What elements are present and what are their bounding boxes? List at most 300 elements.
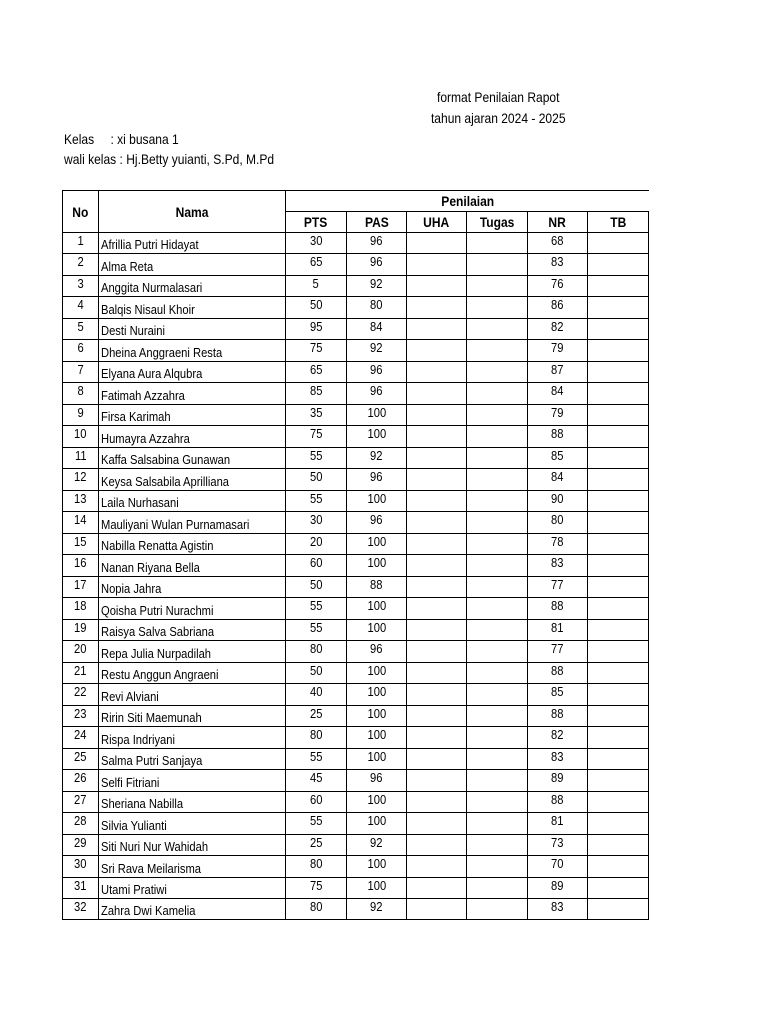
row-name-cell: Dheina Anggraeni Resta — [99, 340, 286, 362]
row-nr-cell: 70 — [528, 856, 588, 878]
row-no-cell: 18 — [63, 598, 99, 620]
row-name-cell: Keysa Salsabila Aprilliana — [99, 469, 286, 491]
row-tugas-cell — [467, 319, 528, 340]
row-name-cell: Siti Nuri Nur Wahidah — [99, 835, 286, 856]
row-tb-cell — [588, 276, 649, 297]
row-tb-cell — [588, 254, 649, 276]
row-no-cell: 31 — [63, 878, 99, 899]
row-pts-cell: 85 — [286, 383, 347, 405]
row-tb-cell — [588, 706, 649, 727]
row-uha-cell — [407, 899, 467, 920]
row-name-cell: Nanan Riyana Bella — [99, 555, 286, 577]
row-tb-cell — [588, 555, 649, 577]
row-pts-cell: 75 — [286, 878, 347, 899]
row-uha-cell — [407, 684, 467, 706]
row-name-cell: Sri Rava Meilarisma — [99, 856, 286, 878]
col-header-nama: Nama — [99, 191, 286, 233]
row-uha-cell — [407, 254, 467, 276]
row-tb-cell — [588, 448, 649, 469]
row-no-cell: 8 — [63, 383, 99, 405]
row-tugas-cell — [467, 254, 528, 276]
row-pas-cell: 100 — [347, 405, 407, 426]
row-tb-cell — [588, 813, 649, 835]
row-nr-cell: 87 — [528, 362, 588, 383]
row-pas-cell: 100 — [347, 856, 407, 878]
row-pas-cell: 96 — [347, 254, 407, 276]
table-row — [63, 620, 649, 641]
row-pts-cell: 30 — [286, 512, 347, 534]
row-no-cell: 1 — [63, 233, 99, 254]
row-tb-cell — [588, 426, 649, 448]
table-row — [63, 641, 649, 663]
row-uha-cell — [407, 706, 467, 727]
row-nr-cell: 84 — [528, 469, 588, 491]
row-pas-cell: 100 — [347, 727, 407, 749]
row-nr-cell: 79 — [528, 340, 588, 362]
row-uha-cell — [407, 276, 467, 297]
grade-table-body — [63, 233, 649, 920]
row-pts-cell: 80 — [286, 641, 347, 663]
row-no-cell: 26 — [63, 770, 99, 792]
row-nr-cell: 79 — [528, 405, 588, 426]
class-line — [64, 131, 197, 147]
row-name-cell: Nopia Jahra — [99, 577, 286, 598]
row-tugas-cell — [467, 362, 528, 383]
grade-table — [62, 190, 649, 920]
row-name-cell: Qoisha Putri Nurachmi — [99, 598, 286, 620]
row-pas-cell: 92 — [347, 340, 407, 362]
row-no-cell: 16 — [63, 555, 99, 577]
row-no-cell: 32 — [63, 899, 99, 920]
table-row — [63, 684, 649, 706]
row-tugas-cell — [467, 512, 528, 534]
row-pas-cell: 96 — [347, 641, 407, 663]
row-pas-cell: 96 — [347, 512, 407, 534]
row-uha-cell — [407, 577, 467, 598]
row-pas-cell: 96 — [347, 362, 407, 383]
row-no-cell: 13 — [63, 491, 99, 512]
table-row — [63, 706, 649, 727]
row-name-cell: Kaffa Salsabina Gunawan — [99, 448, 286, 469]
table-row — [63, 512, 649, 534]
row-pts-cell: 55 — [286, 448, 347, 469]
row-nr-cell: 83 — [528, 555, 588, 577]
row-tb-cell — [588, 620, 649, 641]
row-nr-cell: 85 — [528, 684, 588, 706]
col-header-nr: NR — [528, 212, 588, 233]
row-name-cell: Selfi Fitriani — [99, 770, 286, 792]
row-uha-cell — [407, 641, 467, 663]
row-tugas-cell — [467, 835, 528, 856]
row-pas-cell: 84 — [347, 319, 407, 340]
row-tugas-cell — [467, 405, 528, 426]
row-tugas-cell — [467, 555, 528, 577]
row-no-cell: 25 — [63, 749, 99, 770]
table-row — [63, 899, 649, 920]
row-nr-cell: 83 — [528, 899, 588, 920]
row-tb-cell — [588, 577, 649, 598]
table-row — [63, 254, 649, 276]
row-name-cell: Ririn Siti Maemunah — [99, 706, 286, 727]
row-pas-cell: 96 — [347, 233, 407, 254]
row-pas-cell: 100 — [347, 663, 407, 684]
row-nr-cell: 88 — [528, 663, 588, 684]
row-uha-cell — [407, 319, 467, 340]
row-name-cell: Desti Nuraini — [99, 319, 286, 340]
row-nr-cell: 78 — [528, 534, 588, 555]
row-no-cell: 28 — [63, 813, 99, 835]
row-tugas-cell — [467, 899, 528, 920]
row-pts-cell: 5 — [286, 276, 347, 297]
row-pts-cell: 50 — [286, 469, 347, 491]
row-pts-cell: 60 — [286, 555, 347, 577]
table-row — [63, 448, 649, 469]
row-name-cell: Silvia Yulianti — [99, 813, 286, 835]
row-tugas-cell — [467, 469, 528, 491]
row-tugas-cell — [467, 383, 528, 405]
row-tugas-cell — [467, 340, 528, 362]
row-no-cell: 17 — [63, 577, 99, 598]
row-tugas-cell — [467, 297, 528, 319]
row-uha-cell — [407, 340, 467, 362]
row-name-cell: Humayra Azzahra — [99, 426, 286, 448]
table-row — [63, 856, 649, 878]
row-pts-cell: 25 — [286, 835, 347, 856]
row-no-cell: 20 — [63, 641, 99, 663]
report-title — [380, 89, 616, 105]
row-uha-cell — [407, 448, 467, 469]
row-uha-cell — [407, 727, 467, 749]
row-pas-cell: 100 — [347, 813, 407, 835]
row-name-cell: Mauliyani Wulan Purnamasari — [99, 512, 286, 534]
row-pas-cell: 100 — [347, 620, 407, 641]
row-no-cell: 22 — [63, 684, 99, 706]
table-row — [63, 555, 649, 577]
homeroom-teacher-value: Hj.Betty yuianti, S.Pd, M.Pd — [126, 151, 275, 167]
table-row — [63, 727, 649, 749]
row-name-cell: Alma Reta — [99, 254, 286, 276]
row-tb-cell — [588, 383, 649, 405]
row-pas-cell: 96 — [347, 770, 407, 792]
row-pts-cell: 80 — [286, 727, 347, 749]
row-no-cell: 2 — [63, 254, 99, 276]
row-tb-cell — [588, 534, 649, 555]
row-nr-cell: 90 — [528, 491, 588, 512]
row-name-cell: Laila Nurhasani — [99, 491, 286, 512]
row-nr-cell: 84 — [528, 383, 588, 405]
row-uha-cell — [407, 233, 467, 254]
row-no-cell: 21 — [63, 663, 99, 684]
row-nr-cell: 88 — [528, 792, 588, 813]
row-tb-cell — [588, 297, 649, 319]
row-pts-cell: 20 — [286, 534, 347, 555]
row-no-cell: 7 — [63, 362, 99, 383]
row-nr-cell: 86 — [528, 297, 588, 319]
row-tb-cell — [588, 835, 649, 856]
row-tb-cell — [588, 598, 649, 620]
row-pas-cell: 80 — [347, 297, 407, 319]
row-name-cell: Firsa Karimah — [99, 405, 286, 426]
col-header-pts: PTS — [286, 212, 347, 233]
row-uha-cell — [407, 297, 467, 319]
row-nr-cell: 77 — [528, 577, 588, 598]
row-nr-cell: 82 — [528, 727, 588, 749]
homeroom-teacher-label: wali kelas : — [64, 151, 123, 167]
row-no-cell: 9 — [63, 405, 99, 426]
row-nr-cell: 81 — [528, 620, 588, 641]
row-uha-cell — [407, 878, 467, 899]
row-uha-cell — [407, 469, 467, 491]
col-header-pas: PAS — [347, 212, 407, 233]
row-nr-cell: 80 — [528, 512, 588, 534]
row-tb-cell — [588, 319, 649, 340]
row-name-cell: Restu Anggun Angraeni — [99, 663, 286, 684]
row-nr-cell: 76 — [528, 276, 588, 297]
row-tugas-cell — [467, 878, 528, 899]
row-no-cell: 24 — [63, 727, 99, 749]
table-row — [63, 577, 649, 598]
row-tb-cell — [588, 512, 649, 534]
row-uha-cell — [407, 792, 467, 813]
row-tugas-cell — [467, 491, 528, 512]
row-uha-cell — [407, 555, 467, 577]
row-nr-cell: 88 — [528, 426, 588, 448]
row-pas-cell: 100 — [347, 684, 407, 706]
row-pas-cell: 100 — [347, 792, 407, 813]
row-pas-cell: 92 — [347, 899, 407, 920]
row-no-cell: 12 — [63, 469, 99, 491]
row-name-cell: Elyana Aura Alqubra — [99, 362, 286, 383]
class-value: : xi busana 1 — [110, 131, 179, 147]
row-pts-cell: 65 — [286, 362, 347, 383]
row-pts-cell: 60 — [286, 792, 347, 813]
row-pts-cell: 40 — [286, 684, 347, 706]
class-label: Kelas — [64, 131, 95, 147]
table-row — [63, 663, 649, 684]
row-tb-cell — [588, 362, 649, 383]
row-pas-cell: 100 — [347, 555, 407, 577]
row-name-cell: Utami Pratiwi — [99, 878, 286, 899]
row-pts-cell: 45 — [286, 770, 347, 792]
row-name-cell: Nabilla Renatta Agistin — [99, 534, 286, 555]
row-pts-cell: 55 — [286, 813, 347, 835]
row-no-cell: 5 — [63, 319, 99, 340]
row-tugas-cell — [467, 620, 528, 641]
row-nr-cell: 82 — [528, 319, 588, 340]
row-pas-cell: 100 — [347, 598, 407, 620]
row-tugas-cell — [467, 770, 528, 792]
row-tb-cell — [588, 878, 649, 899]
table-row — [63, 297, 649, 319]
row-tugas-cell — [467, 792, 528, 813]
row-tugas-cell — [467, 577, 528, 598]
row-name-cell: Anggita Nurmalasari — [99, 276, 286, 297]
row-name-cell: Zahra Dwi Kamelia — [99, 899, 286, 920]
row-nr-cell: 85 — [528, 448, 588, 469]
row-uha-cell — [407, 813, 467, 835]
row-name-cell: Balqis Nisaul Khoir — [99, 297, 286, 319]
row-pas-cell: 100 — [347, 426, 407, 448]
row-pas-cell: 96 — [347, 469, 407, 491]
row-no-cell: 15 — [63, 534, 99, 555]
row-tb-cell — [588, 749, 649, 770]
table-row — [63, 598, 649, 620]
row-tugas-cell — [467, 598, 528, 620]
school-year-text: tahun ajaran 2024 - 2025 — [430, 110, 566, 126]
row-pts-cell: 55 — [286, 491, 347, 512]
row-tugas-cell — [467, 448, 528, 469]
row-tb-cell — [588, 340, 649, 362]
row-tugas-cell — [467, 706, 528, 727]
table-row — [63, 813, 649, 835]
row-nr-cell: 89 — [528, 878, 588, 899]
row-uha-cell — [407, 362, 467, 383]
row-pas-cell: 100 — [347, 534, 407, 555]
row-uha-cell — [407, 512, 467, 534]
row-uha-cell — [407, 405, 467, 426]
row-tb-cell — [588, 405, 649, 426]
row-no-cell: 14 — [63, 512, 99, 534]
row-no-cell: 11 — [63, 448, 99, 469]
row-nr-cell: 88 — [528, 706, 588, 727]
row-tb-cell — [588, 856, 649, 878]
row-tb-cell — [588, 233, 649, 254]
table-row — [63, 491, 649, 512]
row-no-cell: 23 — [63, 706, 99, 727]
col-header-penilaian: Penilaian — [286, 191, 649, 212]
table-row — [63, 749, 649, 770]
row-tugas-cell — [467, 813, 528, 835]
row-pts-cell: 55 — [286, 598, 347, 620]
row-nr-cell: 73 — [528, 835, 588, 856]
row-name-cell: Repa Julia Nurpadilah — [99, 641, 286, 663]
row-tb-cell — [588, 792, 649, 813]
row-pas-cell: 92 — [347, 835, 407, 856]
row-uha-cell — [407, 534, 467, 555]
row-no-cell: 29 — [63, 835, 99, 856]
row-no-cell: 6 — [63, 340, 99, 362]
row-no-cell: 27 — [63, 792, 99, 813]
table-row — [63, 878, 649, 899]
row-nr-cell: 83 — [528, 254, 588, 276]
row-uha-cell — [407, 835, 467, 856]
row-nr-cell: 77 — [528, 641, 588, 663]
row-tb-cell — [588, 727, 649, 749]
row-tugas-cell — [467, 727, 528, 749]
row-uha-cell — [407, 856, 467, 878]
row-no-cell: 19 — [63, 620, 99, 641]
row-uha-cell — [407, 663, 467, 684]
table-row — [63, 835, 649, 856]
row-nr-cell: 83 — [528, 749, 588, 770]
row-pts-cell: 75 — [286, 426, 347, 448]
row-nr-cell: 68 — [528, 233, 588, 254]
table-row — [63, 276, 649, 297]
row-name-cell: Raisya Salva Sabriana — [99, 620, 286, 641]
row-tugas-cell — [467, 276, 528, 297]
row-name-cell: Revi Alviani — [99, 684, 286, 706]
row-pts-cell: 30 — [286, 233, 347, 254]
row-pas-cell: 100 — [347, 749, 407, 770]
row-uha-cell — [407, 770, 467, 792]
row-uha-cell — [407, 383, 467, 405]
row-tb-cell — [588, 641, 649, 663]
row-tugas-cell — [467, 641, 528, 663]
row-pts-cell: 55 — [286, 749, 347, 770]
row-tb-cell — [588, 684, 649, 706]
table-row — [63, 534, 649, 555]
row-nr-cell: 89 — [528, 770, 588, 792]
row-uha-cell — [407, 620, 467, 641]
row-uha-cell — [407, 426, 467, 448]
row-tb-cell — [588, 899, 649, 920]
row-uha-cell — [407, 749, 467, 770]
row-pas-cell: 100 — [347, 878, 407, 899]
table-row — [63, 405, 649, 426]
row-name-cell: Salma Putri Sanjaya — [99, 749, 286, 770]
row-tugas-cell — [467, 663, 528, 684]
row-tugas-cell — [467, 534, 528, 555]
report-title-text: format Penilaian Rapot — [436, 89, 560, 105]
row-pas-cell: 92 — [347, 448, 407, 469]
row-pas-cell: 100 — [347, 706, 407, 727]
row-nr-cell: 88 — [528, 598, 588, 620]
row-name-cell: Rispa Indriyani — [99, 727, 286, 749]
school-year — [380, 110, 616, 126]
row-tugas-cell — [467, 233, 528, 254]
row-pts-cell: 35 — [286, 405, 347, 426]
row-name-cell: Afrillia Putri Hidayat — [99, 233, 286, 254]
row-name-cell: Sheriana Nabilla — [99, 792, 286, 813]
row-pts-cell: 65 — [286, 254, 347, 276]
row-pts-cell: 55 — [286, 620, 347, 641]
row-pas-cell: 88 — [347, 577, 407, 598]
row-tb-cell — [588, 770, 649, 792]
row-pts-cell: 80 — [286, 899, 347, 920]
table-row — [63, 469, 649, 491]
table-row — [63, 770, 649, 792]
table-row — [63, 362, 649, 383]
table-row — [63, 233, 649, 254]
row-tugas-cell — [467, 856, 528, 878]
row-tugas-cell — [467, 749, 528, 770]
row-pts-cell: 50 — [286, 297, 347, 319]
row-no-cell: 3 — [63, 276, 99, 297]
row-pas-cell: 96 — [347, 383, 407, 405]
row-tb-cell — [588, 491, 649, 512]
homeroom-teacher-line — [64, 151, 308, 167]
row-pts-cell: 50 — [286, 663, 347, 684]
table-row — [63, 792, 649, 813]
table-row — [63, 383, 649, 405]
row-nr-cell: 81 — [528, 813, 588, 835]
col-header-no: No — [63, 191, 99, 233]
row-uha-cell — [407, 598, 467, 620]
row-pts-cell: 25 — [286, 706, 347, 727]
row-no-cell: 4 — [63, 297, 99, 319]
row-pts-cell: 80 — [286, 856, 347, 878]
table-row — [63, 426, 649, 448]
row-pts-cell: 75 — [286, 340, 347, 362]
row-tb-cell — [588, 469, 649, 491]
row-pts-cell: 50 — [286, 577, 347, 598]
row-tugas-cell — [467, 426, 528, 448]
row-name-cell: Fatimah Azzahra — [99, 383, 286, 405]
row-tugas-cell — [467, 684, 528, 706]
table-row — [63, 319, 649, 340]
row-pas-cell: 100 — [347, 491, 407, 512]
row-no-cell: 30 — [63, 856, 99, 878]
